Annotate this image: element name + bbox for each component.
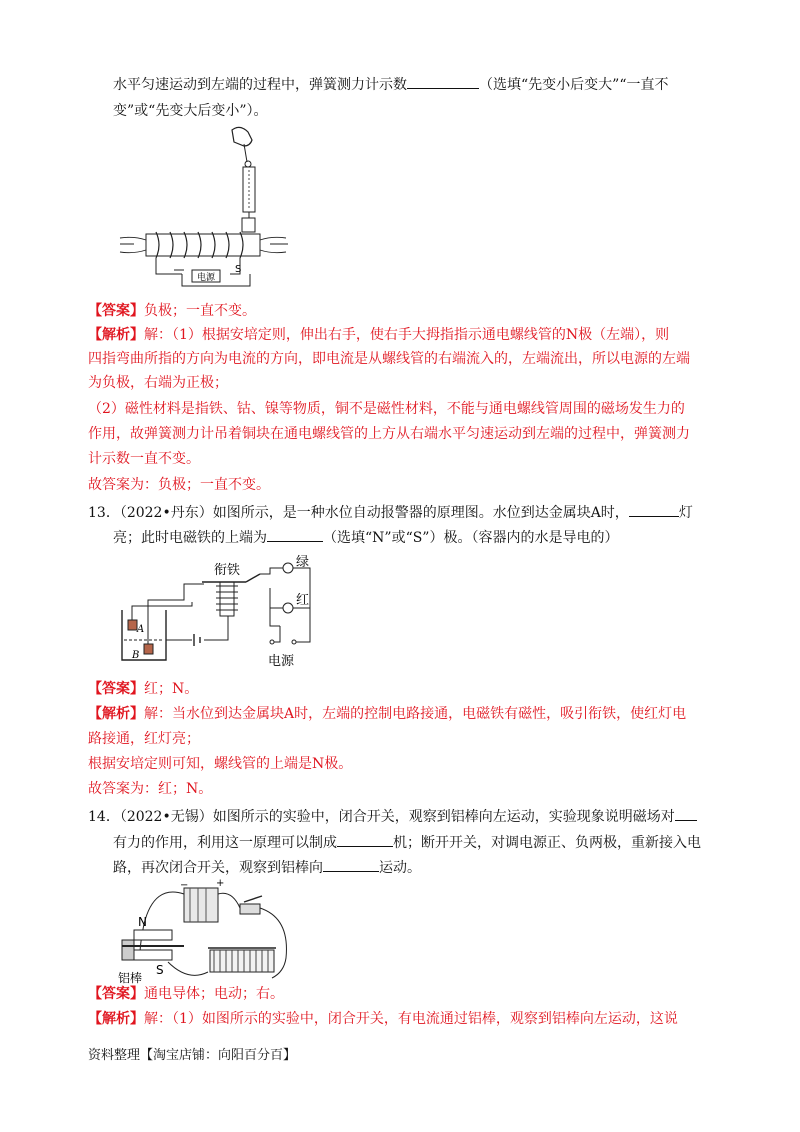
south-pole-label: S bbox=[156, 963, 164, 977]
positive-terminal-label: + bbox=[216, 878, 225, 889]
q13-stem-line2: 亮；此时电磁铁的上端为 （选填“N”或“S”）极。（容器内的水是导电的） bbox=[113, 527, 618, 548]
q12-stem-line2: 变”或“先变大后变小”）。 bbox=[113, 103, 268, 119]
power-supply-label: 电源 bbox=[268, 654, 295, 669]
red-lamp-label: 红 bbox=[296, 593, 310, 608]
answer-blank bbox=[629, 502, 679, 517]
aluminium-rod-label: 铝棒 bbox=[118, 971, 143, 985]
green-lamp-label: 绿 bbox=[296, 555, 310, 570]
q12-analysis-line3: 为负极，右端为正极； bbox=[88, 375, 228, 391]
q13-stem-line1: 13．（2022•丹东）如图所示，是一种水位自动报警器的原理图。水位到达金属块A时， 灯 bbox=[88, 502, 693, 523]
q12-analysis-line5: 作用，故弹簧测力计吊着铜块在通电螺线管的上方从右端水平匀速运动到左端的过程中，弹簧测力 bbox=[88, 426, 690, 442]
page-footer: 资料整理【淘宝店铺：向阳百分百】 bbox=[88, 1048, 297, 1063]
q13-analysis-line3: 根据安培定则可知，螺线管的上端是N极。 bbox=[88, 756, 353, 772]
power-supply-label: 电源 bbox=[196, 273, 216, 283]
answer-blank bbox=[407, 74, 479, 89]
q13-analysis-line1: 【解析】解：当水位到达金属块A时，左端的控制电路接通，电磁铁有磁性，吸引衔铁，使红灯电 bbox=[88, 706, 687, 722]
water-level-alarm-figure bbox=[116, 552, 326, 670]
q12-analysis-line2: 四指弯曲所指的方向为电流的方向，即电流是从螺线管的右端流入的，左端流出，所以电源的左端 bbox=[88, 351, 690, 367]
q12-analysis-line6: 计示数一直不变。 bbox=[88, 451, 200, 467]
q13-answer: 【答案】红；N。 bbox=[88, 681, 199, 697]
q13-final-answer: 故答案为：红；N。 bbox=[88, 781, 213, 797]
q14-analysis-line1: 【解析】解：（1）如图所示的实验中，闭合开关，有电流通过铝棒，观察到铝棒向左运动，这说 bbox=[88, 1011, 678, 1027]
q14-stem-line1: 14．（2022•无锡）如图所示的实验中，闭合开关，观察到铝棒向左运动，实验现象说明磁场对 bbox=[88, 806, 697, 827]
metal-block-b-label: B bbox=[132, 650, 140, 661]
q12-answer: 【答案】负极；一直不变。 bbox=[88, 303, 256, 319]
north-pole-label: N bbox=[138, 915, 147, 929]
answer-blank bbox=[267, 527, 323, 542]
q14-stem-line3: 路，再次闭合开关，观察到铝棒向 运动。 bbox=[113, 857, 421, 878]
answer-blank bbox=[323, 857, 379, 872]
q14-answer: 【答案】通电导体；电动；右。 bbox=[88, 986, 284, 1002]
metal-block-a-label: A bbox=[137, 624, 145, 635]
switch-label: S bbox=[235, 264, 242, 275]
q12-stem-line1: 水平匀速运动到左端的过程中，弹簧测力计示数 （选填“先变小后变大”“一直不 bbox=[113, 74, 668, 95]
q14-stem-line2: 有力的作用，利用这一原理可以制成 机；断开开关，对调电源正、负两极，重新接入电 bbox=[113, 832, 701, 853]
solenoid-spring-scale-figure bbox=[112, 122, 312, 297]
answer-blank bbox=[337, 832, 393, 847]
q13-analysis-line2: 路接通，红灯亮； bbox=[88, 731, 200, 747]
negative-terminal-label: − bbox=[180, 880, 189, 891]
answer-blank bbox=[675, 806, 697, 821]
q12-analysis-line4: （2）磁性材料是指铁、钴、镍等物质，铜不是磁性材料，不能与通电螺线管周围的磁场发生力的 bbox=[88, 401, 685, 417]
armature-label: 衔铁 bbox=[214, 563, 241, 578]
q12-final-answer: 故答案为：负极；一直不变。 bbox=[88, 477, 270, 493]
q12-analysis-line1: 【解析】解：（1）根据安培定则，伸出右手，使右手大拇指指示通电螺线管的N极（左端），则 bbox=[88, 327, 670, 343]
motor-principle-experiment-figure bbox=[118, 878, 298, 986]
